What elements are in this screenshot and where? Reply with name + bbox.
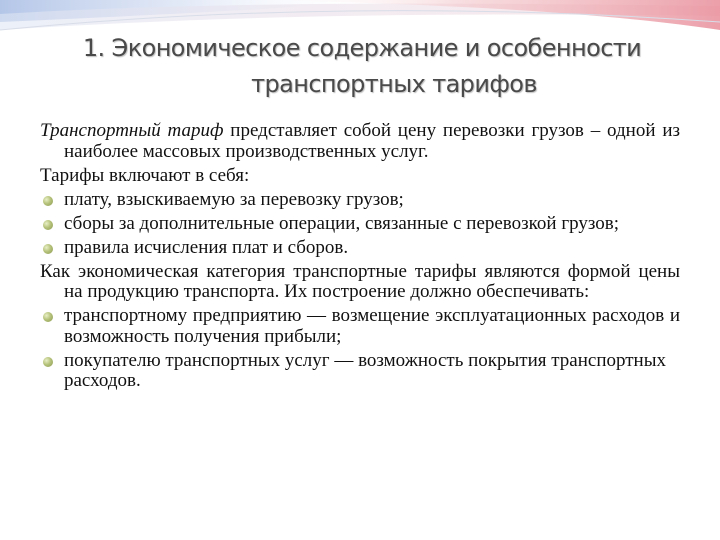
list-item [40, 214, 680, 235]
list-item-text: плату, взыскиваемую за перевозку грузов; [64, 188, 404, 210]
slide-title-line-2: транспортных тарифов [251, 70, 537, 98]
list-item-text: правила исчисления плат и сборов. [64, 236, 349, 258]
list-item [40, 306, 680, 347]
intro-term: Транспортный тариф [40, 120, 224, 141]
slide-title [44, 30, 680, 102]
intro-paragraph [40, 121, 680, 162]
olive-round-bullet-icon [43, 312, 53, 322]
list-item [40, 238, 680, 259]
list-item [40, 351, 680, 392]
olive-round-bullet-icon [43, 357, 53, 367]
list-item-text: покупателю транспортных услуг — возможность покрытия транспортных расходов. [64, 349, 666, 391]
slide-title-line-1: 1. Экономическое содержание и особенности [82, 34, 642, 62]
list-item-text: сборы за дополнительные операции, связанные с перевозкой грузов; [64, 212, 620, 234]
list-item [40, 190, 680, 211]
intro-text: представляет собой цену перевозки грузов – одной из наиболее массовых производственных услуг. [64, 120, 680, 162]
economic-category-paragraph: Как экономическая категория транспортные тарифы являются формой цены на продукцию транспорта. Их построение должно обеспечивать: [40, 260, 680, 302]
list-item-text: транспортному предприятию — возмещение эксплуатационных расходов и возможность получения прибыли; [64, 305, 680, 347]
olive-round-bullet-icon [43, 244, 53, 254]
slide-body [40, 121, 680, 395]
includes-heading: Тарифы включают в себя: [40, 164, 250, 186]
olive-round-bullet-icon [43, 196, 53, 206]
olive-round-bullet-icon [43, 220, 53, 230]
